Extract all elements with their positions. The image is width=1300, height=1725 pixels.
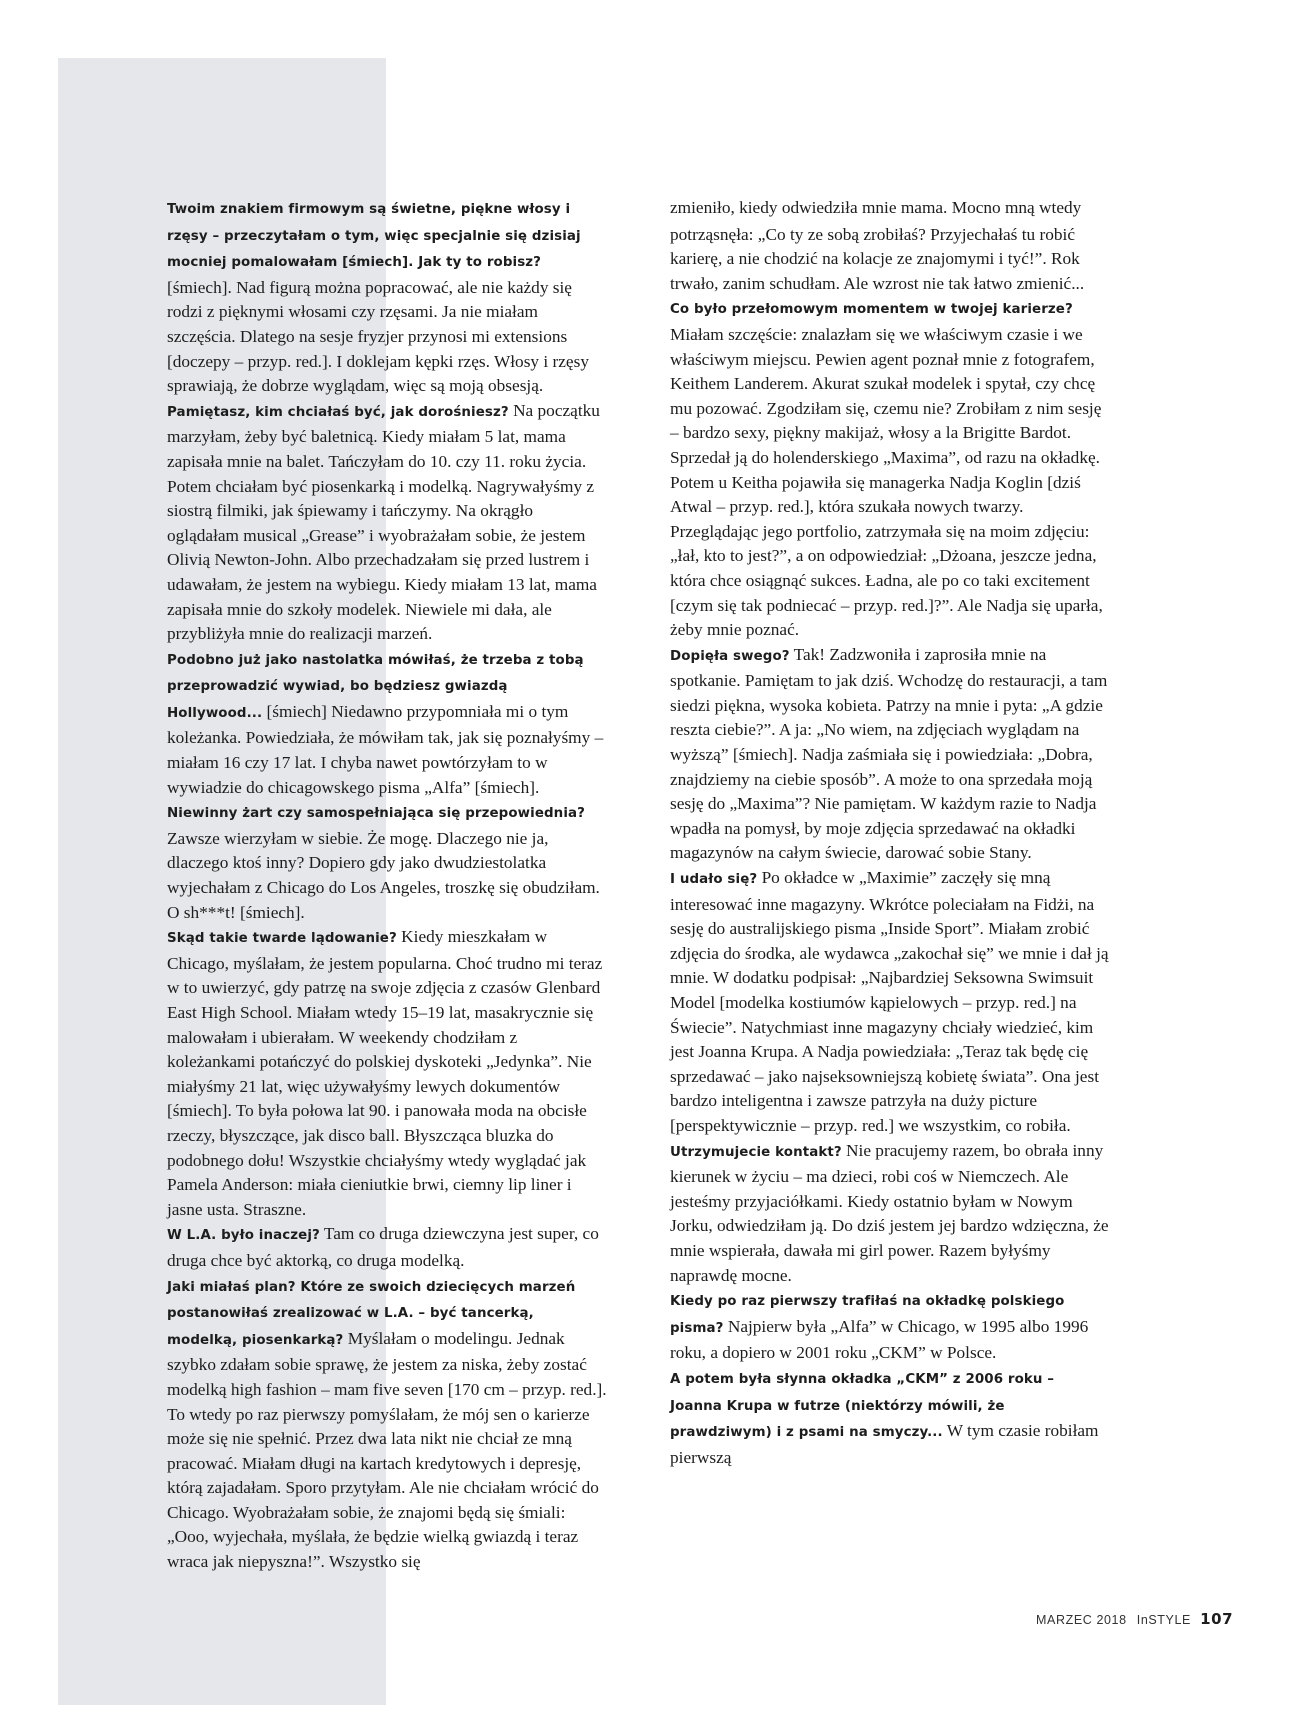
question: Skąd takie twarde lądowanie? xyxy=(167,931,397,947)
magazine-brand: InSTYLE xyxy=(1136,1613,1191,1627)
qa-paragraph xyxy=(167,399,607,647)
qa-paragraph xyxy=(670,196,1110,296)
qa-paragraph xyxy=(167,1274,607,1575)
question: Dopięła swego? xyxy=(670,648,790,664)
qa-paragraph xyxy=(670,866,1110,1139)
qa-paragraph xyxy=(670,1366,1110,1470)
answer: [śmiech] Niedawno przypomniała mi o tym koleżanka. Powiedziała, że mówiłam tak, jak się poznałyśmy – miałam 16 czy 17 lat. I chyba nawet powtórzyłam to w wywiadzie do chicagowskego pisma „Alfa” [śmiech]. xyxy=(167,701,604,797)
question: Podobno już jako nastolatka mówiłaś, że trzeba z tobą przeprowadzić wywiad, bo będziesz gwiazdą Hollywood... xyxy=(167,652,584,721)
question: A potem była słynna okładka „CKM” z 2006 roku – Joanna Krupa w futrze (niektórzy mówili, że prawdziwym) i z psami na smyczy... xyxy=(670,1371,1055,1441)
qa-paragraph xyxy=(167,196,607,399)
answer: Tam co druga dziewczyna jest super, co druga chce być aktorką, co druga modelką. xyxy=(167,1224,599,1270)
answer: Miałam szczęście: znalazłam się we właściwym czasie i we właściwym miejscu. Pewien agent poznał mnie z fotografem, Keithem Landerem. Akurat szukał modelek i spytał, czy chcę mu pozować. Zgodziłam się, czemu nie? Zrobiłam z nim sesję – bardzo sexy, piękny makijaż, włosy a la Brigitte Bardot. Sprzedał ją do holenderskiego „Maxima”, od razu na okładkę. Potem u Keitha pojawiła się managerka Nadja Koglin [dziś Atwal – przyp. red.], która szukała nowych twarzy. Przeglądając jego portfolio, zatrzymała się na moim zdjęciu: „łał, kto to jest?”, a on odpowiedział: „Dżoana, jeszcze jedna, która chce osiągnąć sukces. Ładna, ale po co taki excitement [czym się tak podniecać – przyp. red.]?”. Ale Nadja się uparła, żeby mnie poznać. xyxy=(670,324,1103,640)
question: Kiedy po raz pierwszy trafiłaś na okładkę polskiego pisma? xyxy=(670,1294,1065,1336)
answer: Myślałam o modelingu. Jednak szybko zdałam sobie sprawę, że jestem za niska, żeby zostać modelką high fashion – mam five seven [170 cm – przyp. red.]. To wtedy po raz pierwszy pomyślałam, że mój sen o karierze może się nie spełnić. Przez dwa lata nikt nie chciał ze mną pracować. Miałam długi na kartach kredytowych i depresję, którą zajadałam. Sporo przytyłam. Ale nie chciałam wrócić do Chicago. Wyobrażałam sobie, że znajomi będą się śmiali: „Ooo, wyjechała, myślała, że będzie wielką gwiazdą i teraz wraca jak niepyszna!”. Wszystko się xyxy=(167,1328,607,1572)
qa-paragraph xyxy=(167,647,607,801)
answer: Zawsze wierzyłam w siebie. Że mogę. Dlaczego nie ja, dlaczego ktoś inny? Dopiero gdy jako dwudziestolatka wyjechałam z Chicago do Los Angeles, troszkę się obudziłam. O sh***t! [śmiech]. xyxy=(167,828,600,922)
qa-paragraph xyxy=(670,296,1110,642)
qa-paragraph xyxy=(167,1222,607,1273)
page-number: 107 xyxy=(1200,1610,1234,1628)
answer: Najpierw była „Alfa” w Chicago, w 1995 albo 1996 roku, a dopiero w 2001 roku „CKM” w Polsce. xyxy=(670,1316,1089,1363)
answer: Na początku marzyłam, żeby być baletnicą. Kiedy miałam 5 lat, mama zapisała mnie na balet. Tańczyłam do 10. czy 11. roku życia. Potem chciałam być piosenkarką i modelką. Nagrywałyśmy z siostrą filmiki, jak śpiewamy i tańczymy. Na okrągło oglądałam musical „Grease” i wyobrażałam sobie, że jestem Olivią Newton-John. Albo przechadzałam się przed lustrem i udawałam, że jestem na wybiegu. Kiedy miałam 13 lat, mama zapisała mnie do szkoły modelek. Niewiele mi dała, ale przybliżyła mnie do realizacji marzeń. xyxy=(167,400,600,644)
question: I udało się? xyxy=(670,872,758,888)
answer: Kiedy mieszkałam w Chicago, myślałam, że jestem popularna. Choć trudno mi teraz w to uwierzyć, gdy patrzę na swoje zdjęcia z czasów Glenbard East High School. Miałam wtedy 15–19 lat, masakrycznie się malowałam i ubierałam. W weekendy chodziłam z koleżankami potańczyć do polskiej dyskoteki „Jedynka”. Nie miałyśmy 21 lat, więc używałyśmy lewych dokumentów [śmiech]. To była połowa lat 90. i panowała moda na obcisłe rzeczy, błyszczące, jak disco ball. Błyszcząca bluzka do podobnego dołu! Wszystkie chciałyśmy wtedy wyglądać jak Pamela Anderson: miała cieniutkie brwi, ciemny lip liner i jasne usta. Straszne. xyxy=(167,927,603,1219)
answer: zmieniło, kiedy odwiedziła mnie mama. Mocno mną wtedy potrząsnęła: „Co ty ze sobą zrobiłaś? Przyjechałaś tu robić karierę, a nie chodzić na kolacje ze znajomymi i tyć!”. Rok trwało, zanim schudłam. Ale wzrost nie tak łatwo zmienić... xyxy=(670,198,1085,293)
question: Co było przełomowym momentem w twojej karierze? xyxy=(670,302,1073,318)
qa-paragraph xyxy=(670,643,1110,866)
question: Jaki miałaś plan? Które ze swoich dziecięcych marzeń postanowiłaś zrealizować w L.A. – być tancerką, modelką, piosenkarką? xyxy=(167,1279,576,1348)
answer: Po okładce w „Maximie” zaczęły się mną interesować inne magazyny. Wkrótce poleciałam na Fidżi, na sesję do australijskiego pisma „Inside Sport”. Miałam zrobić zdjęcia do środka, ale wydawca „zakochał się” we mnie i dał ją mnie. W dodatku podpisał: „Najbardziej Seksowna Swimsuit Model [modelka kostiumów kąpielowych – przyp. red.] na Świecie”. Natychmiast inne magazyny chciały wiedzieć, kim jest Joanna Krupa. A Nadja powiedziała: „Teraz tak będę cię sprzedawać – jako najseksowniejszą kobietę świata”. Ona jest bardzo inteligentna i zawsze patrzyła na duży picture [perspektywicznie – przyp. red.] we wszystkim, co robiła. xyxy=(670,868,1109,1135)
question: Twoim znakiem firmowym są świetne, piękne włosy i rzęsy – przeczytałam o tym, więc specjalnie się dzisiaj mocniej pomalowałam [śmiech]. Jak ty to robisz? xyxy=(167,202,581,271)
question: Pamiętasz, kim chciałaś być, jak dorośniesz? xyxy=(167,404,509,420)
answer: W tym czasie robiłam pierwszą xyxy=(670,1421,1099,1467)
article-column-left xyxy=(167,196,607,1575)
qa-paragraph xyxy=(167,925,607,1222)
issue-date: MARZEC 2018 xyxy=(1036,1613,1127,1627)
question: Utrzymujecie kontakt? xyxy=(670,1144,842,1160)
article-column-right xyxy=(670,196,1110,1470)
qa-paragraph xyxy=(670,1288,1110,1366)
question: Niewinny żart czy samospełniająca się przepowiednia? xyxy=(167,806,586,822)
question: W L.A. było inaczej? xyxy=(167,1228,320,1244)
qa-paragraph xyxy=(670,1139,1110,1289)
qa-paragraph xyxy=(167,800,607,925)
page-footer xyxy=(1036,1610,1234,1628)
answer: [śmiech]. Nad figurą można popracować, ale nie każdy się rodzi z pięknymi włosami czy rzęsami. Ja nie miałam szczęścia. Dlatego na sesje fryzjer przynosi mi extensions [doczepy – przyp. red.]. I doklejam kępki rzęs. Włosy i rzęsy sprawiają, że dobrze wyglądam, więc są moją obsesją. xyxy=(167,277,589,396)
answer: Tak! Zadzwoniła i zaprosiła mnie na spotkanie. Pamiętam to jak dziś. Wchodzę do restauracji, a tam siedzi piękna, wysoka kobieta. Patrzy na mnie i pyta: „A gdzie reszta ciebie?”. A ja: „No wiem, na zdjęciach wyglądam na wyższą” [śmiech]. Nadja zaśmiała się i powiedziała: „Dobra, znajdziemy na ciebie sposób”. A może to ona sprzedała moją sesję do „Maxima”? Nie pamiętam. W każdym razie to Nadja wpadła na pomysł, by moje zdjęcia sprzedawać na okładki magazynów na całym świecie, darować sobie Stany. xyxy=(670,644,1108,863)
answer: Nie pracujemy razem, bo obrała inny kierunek w życiu – ma dzieci, robi coś w Niemczech. Ale jesteśmy przyjaciółkami. Kiedy ostatnio byłam w Nowym Jorku, odwiedziłam ją. Do dziś jestem jej bardzo wdzięczna, że mnie wspierała, dawała mi girl power. Razem byłyśmy naprawdę mocne. xyxy=(670,1140,1109,1285)
